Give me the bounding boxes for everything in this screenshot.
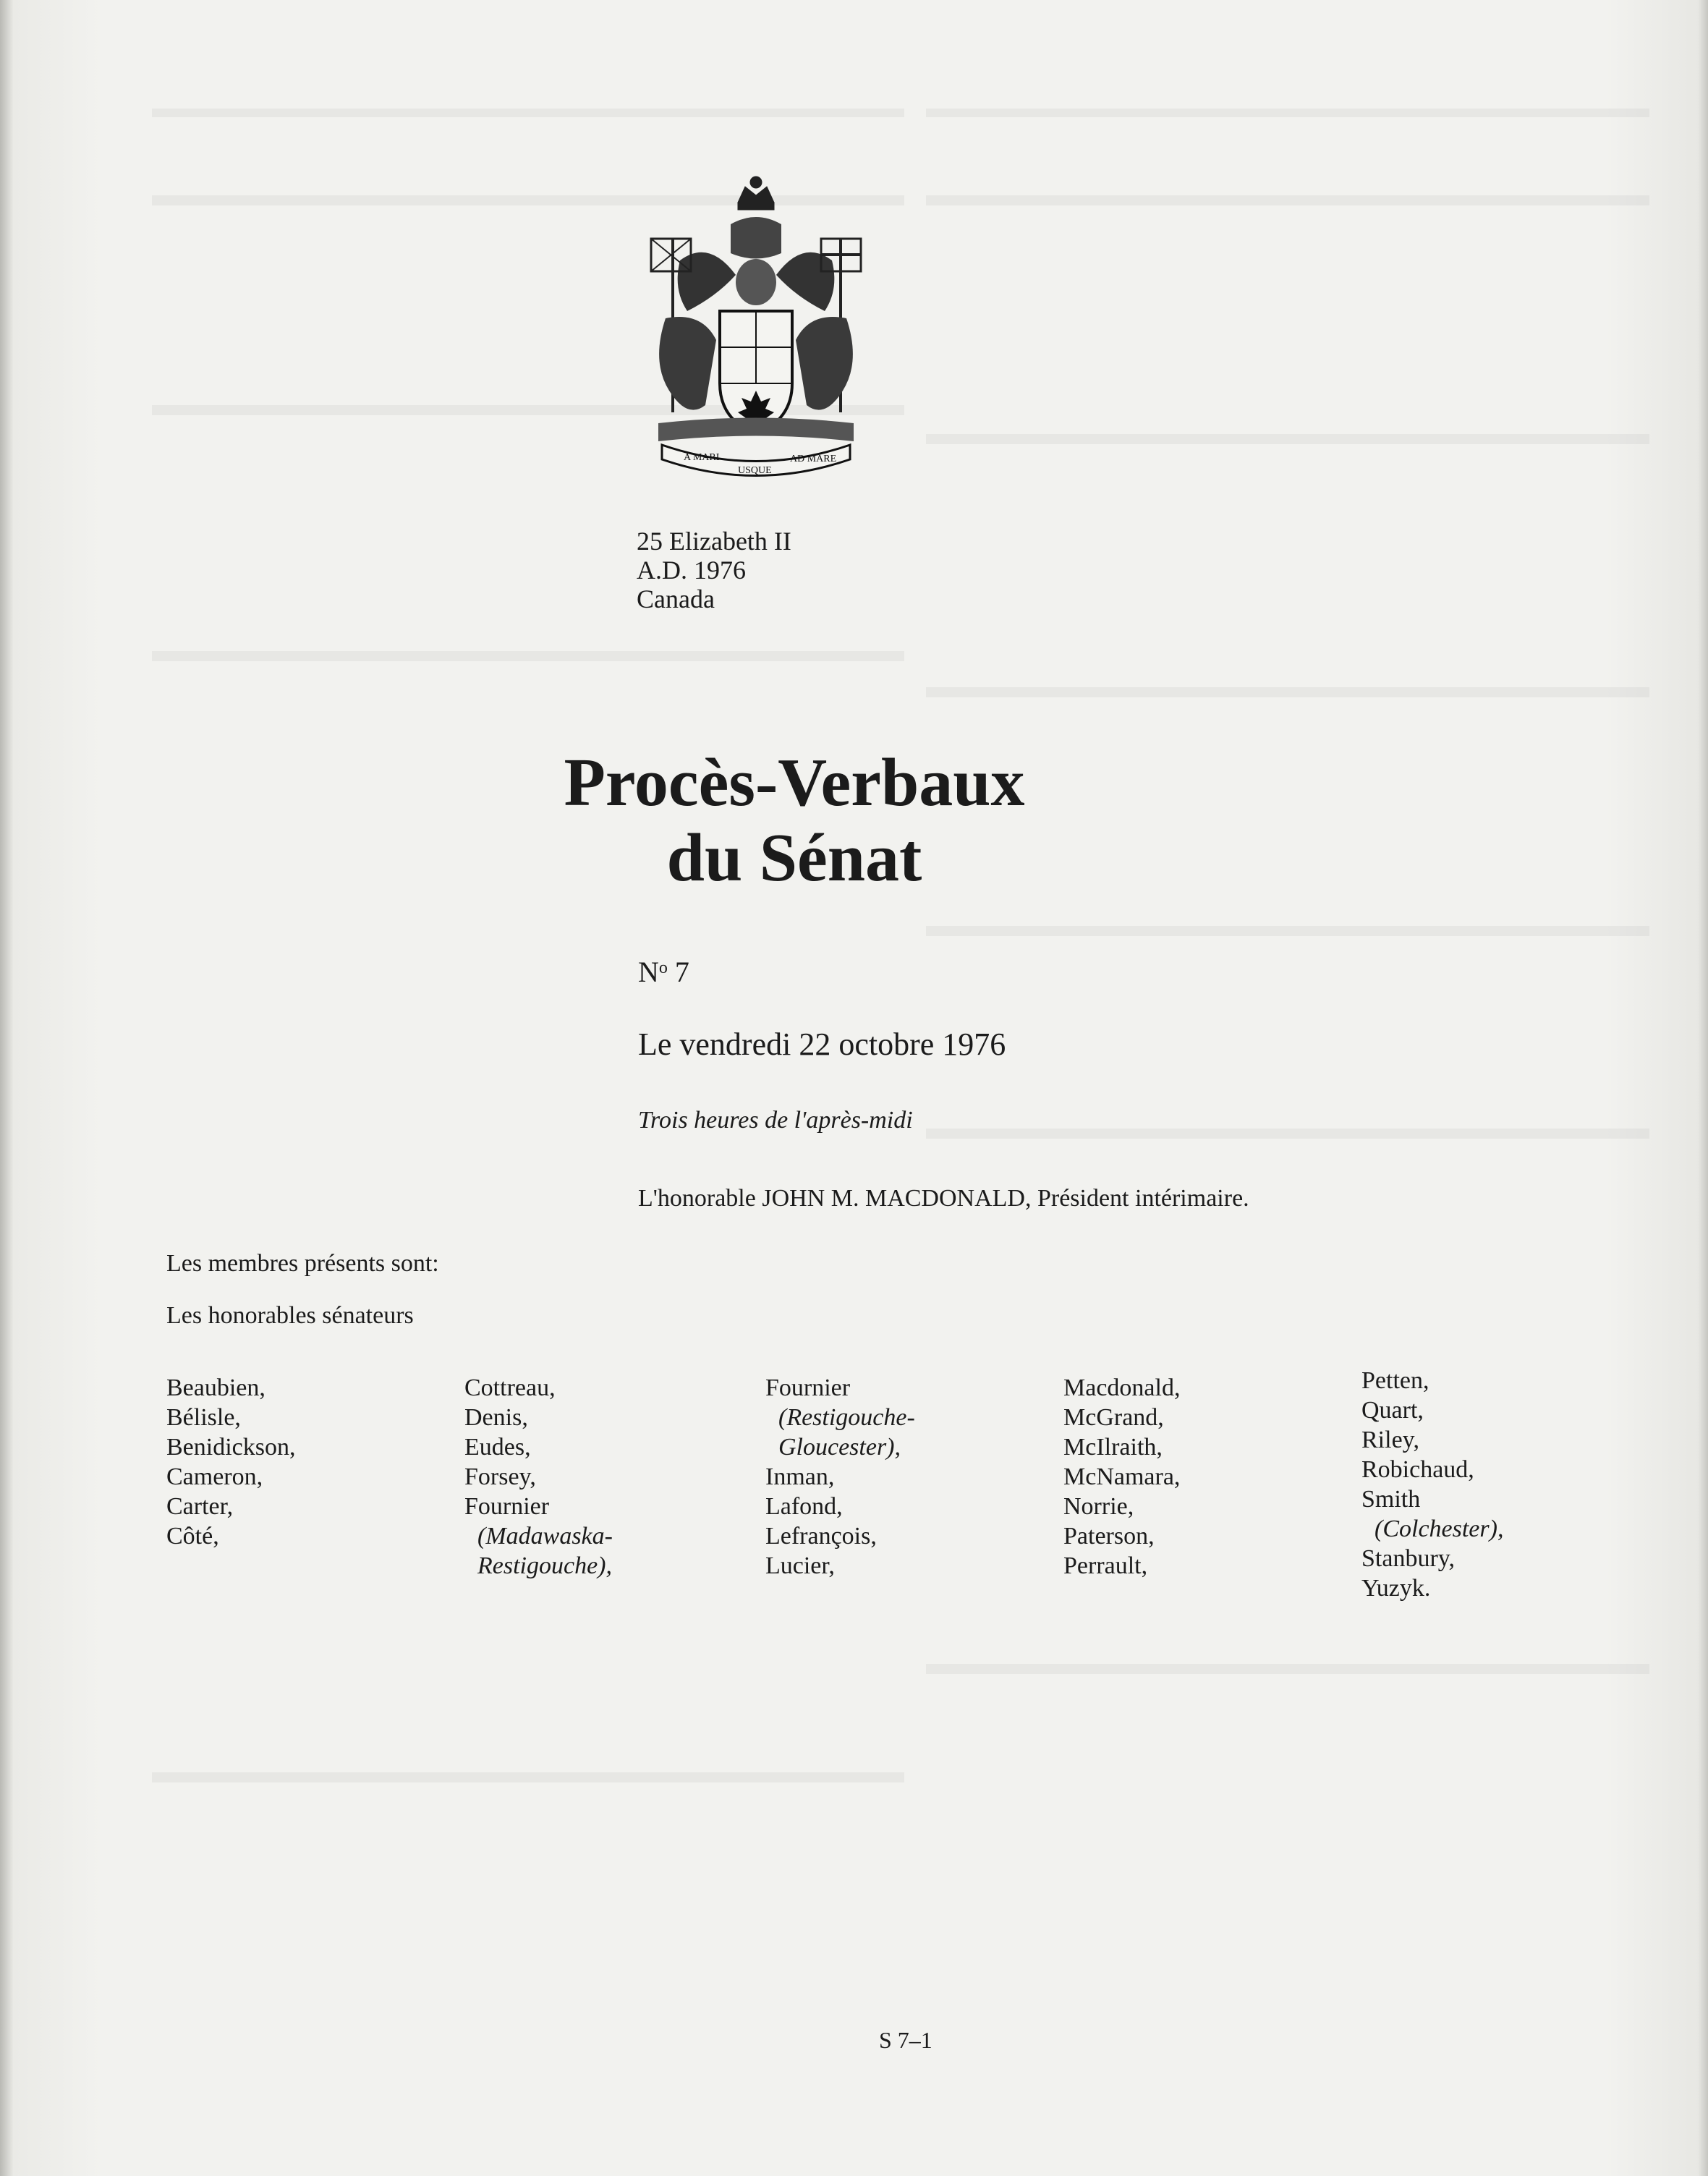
senator-name: Paterson,	[1063, 1523, 1155, 1550]
senator-name: Quart,	[1361, 1397, 1424, 1424]
senators-column-1	[166, 1373, 295, 1551]
senator-division: (Restigouche-	[778, 1404, 915, 1431]
motto-right-text: AD MARE	[790, 454, 837, 464]
issue-number-superscript: o	[658, 959, 668, 977]
issue-number-value: 7	[667, 956, 689, 988]
canada-coat-of-arms-icon	[637, 174, 875, 485]
motto-center-text: USQUE	[738, 465, 772, 476]
senator-name: Cottreau,	[464, 1374, 556, 1401]
senator-name: Riley,	[1361, 1427, 1419, 1453]
imprint-regnal-year: 25 Elizabeth II	[637, 527, 791, 556]
issue-number-prefix: N	[638, 956, 659, 988]
senator-name: Smith	[1361, 1486, 1421, 1513]
senator-name: Petten,	[1361, 1367, 1429, 1394]
senator-name: Macdonald,	[1063, 1374, 1181, 1401]
page-edge-right	[1698, 0, 1708, 2176]
senator-name: McGrand,	[1063, 1404, 1164, 1431]
senator-name: Carter,	[166, 1493, 234, 1520]
senator-name: Côté,	[166, 1523, 219, 1550]
members-intro: Les membres présents sont:	[166, 1250, 439, 1277]
sitting-date: Le vendredi 22 octobre 1976	[638, 1027, 1006, 1062]
senator-name: Norrie,	[1063, 1493, 1134, 1520]
imprint	[637, 527, 791, 613]
senator-name: Fournier	[464, 1493, 550, 1520]
page-folio: S 7–1	[879, 2027, 932, 2053]
sitting-time: Trois heures de l'après-midi	[638, 1107, 913, 1134]
senators-heading: Les honorables sénateurs	[166, 1302, 414, 1329]
senator-name: Perrault,	[1063, 1552, 1148, 1579]
senator-name: Beaubien,	[166, 1374, 265, 1401]
senator-division: (Madawaska-	[477, 1523, 613, 1550]
senator-name: Bélisle,	[166, 1404, 241, 1431]
senators-column-5	[1361, 1366, 1503, 1603]
senator-name: Lucier,	[765, 1552, 835, 1579]
senator-division: Gloucester),	[778, 1434, 901, 1461]
senator-name: McIlraith,	[1063, 1434, 1163, 1461]
title-line-1: Procès-Verbaux	[564, 745, 1025, 820]
senator-name: Robichaud,	[1361, 1456, 1474, 1483]
senator-division: (Colchester),	[1375, 1516, 1504, 1542]
senators-column-4	[1063, 1373, 1180, 1581]
issue-number	[638, 955, 689, 989]
senator-name: McNamara,	[1063, 1463, 1181, 1490]
imprint-ad-year: A.D. 1976	[637, 556, 746, 585]
senators-column-3	[765, 1373, 915, 1581]
title-line-2: du Sénat	[666, 820, 922, 896]
senator-name: Inman,	[765, 1463, 835, 1490]
document-title	[541, 745, 1048, 896]
senator-division: Restigouche),	[477, 1552, 612, 1579]
senator-name: Lafond,	[765, 1493, 843, 1520]
senator-name: Eudes,	[464, 1434, 531, 1461]
senator-name: Yuzyk.	[1361, 1575, 1431, 1602]
senator-name: Denis,	[464, 1404, 528, 1431]
senator-name: Stanbury,	[1361, 1545, 1456, 1572]
senators-column-2	[464, 1373, 613, 1581]
senator-name: Cameron,	[166, 1463, 263, 1490]
imprint-country: Canada	[637, 585, 715, 613]
motto-left-text: A MARI	[684, 452, 720, 463]
senator-name: Forsey,	[464, 1463, 536, 1490]
senator-name: Lefrançois,	[765, 1523, 877, 1550]
page-edge-left	[0, 0, 13, 2176]
presiding-officer: L'honorable JOHN M. MACDONALD, Président intérimaire.	[638, 1185, 1249, 1212]
senator-name: Fournier	[765, 1374, 851, 1401]
senator-name: Benidickson,	[166, 1434, 296, 1461]
